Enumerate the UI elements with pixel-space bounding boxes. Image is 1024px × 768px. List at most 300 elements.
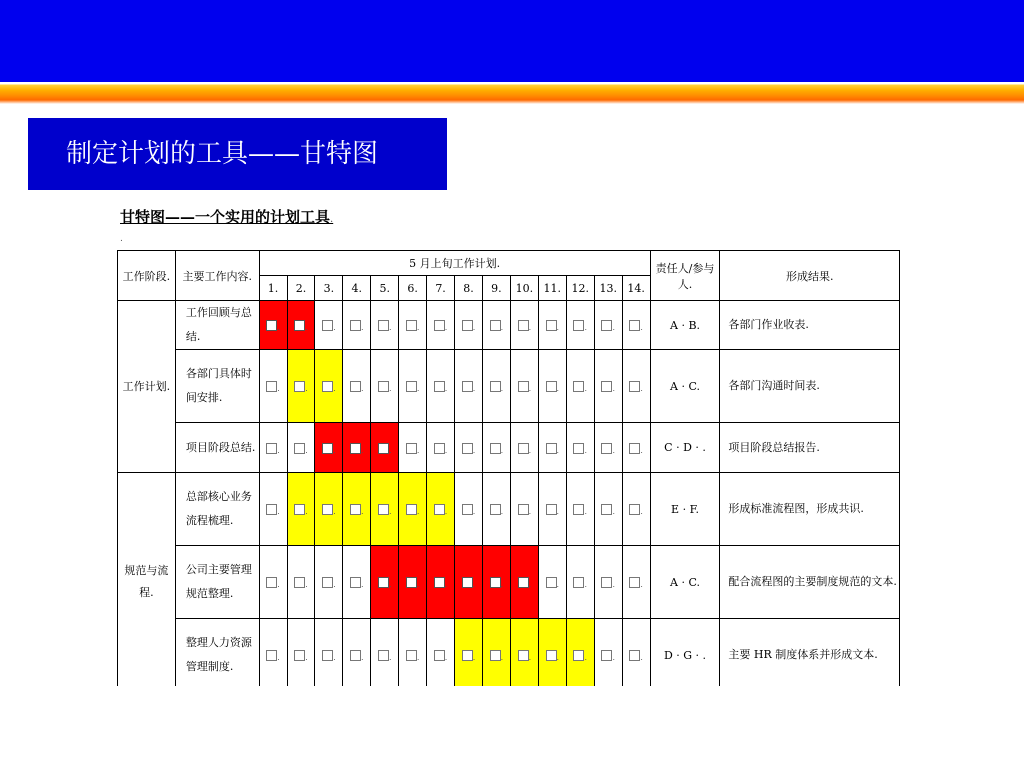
cell-box xyxy=(378,381,389,392)
day-cell xyxy=(622,473,650,546)
day-cell xyxy=(343,350,371,423)
task-content: 项目阶段总结. xyxy=(175,423,259,473)
cell-box xyxy=(378,577,389,588)
day-cell xyxy=(482,473,510,546)
cell-mark: . xyxy=(388,384,392,393)
cell-mark: . xyxy=(500,653,504,662)
day-cell xyxy=(594,619,622,687)
cell-mark: . xyxy=(277,384,280,393)
cell-mark: . xyxy=(305,580,308,589)
table-caption xyxy=(120,206,333,227)
header-day: 7. xyxy=(427,276,455,301)
cell-mark: . xyxy=(640,384,643,393)
result-cell: 形成标准流程图，形成共识. xyxy=(720,473,900,546)
day-cell xyxy=(510,619,538,687)
cell-mark: . xyxy=(416,653,420,662)
day-cell xyxy=(482,423,510,473)
cell-mark: . xyxy=(528,653,532,662)
header-day: 12. xyxy=(566,276,594,301)
day-cell xyxy=(482,619,510,687)
owner-cell: E · F. xyxy=(650,473,720,546)
day-cell xyxy=(622,619,650,687)
cell-mark: . xyxy=(444,653,448,662)
cell-mark: . xyxy=(556,580,560,589)
day-cell xyxy=(287,473,315,546)
cell-box xyxy=(629,650,640,661)
cell-box xyxy=(518,577,529,588)
cell-box xyxy=(629,381,640,392)
cell-box xyxy=(629,320,640,331)
cell-box xyxy=(322,577,333,588)
day-cell xyxy=(622,546,650,619)
cell-box xyxy=(434,443,445,454)
day-cell xyxy=(594,473,622,546)
day-cell xyxy=(315,350,343,423)
cell-box xyxy=(434,577,445,588)
header-day: 10. xyxy=(510,276,538,301)
cell-box xyxy=(434,381,445,392)
gantt-table-container xyxy=(117,250,900,686)
day-cell xyxy=(259,619,287,687)
owner-cell: D · G · . xyxy=(650,619,720,687)
cell-mark: . xyxy=(333,384,336,393)
day-cell xyxy=(538,301,566,350)
day-cell xyxy=(455,473,483,546)
day-cell xyxy=(399,473,427,546)
day-cell xyxy=(343,619,371,687)
cell-box xyxy=(518,381,529,392)
cell-box xyxy=(518,443,529,454)
task-content: 各部门具体时间安排. xyxy=(175,350,259,423)
day-cell xyxy=(538,423,566,473)
day-cell xyxy=(259,546,287,619)
cell-box xyxy=(266,504,277,515)
cell-box xyxy=(434,320,445,331)
cell-box xyxy=(266,650,277,661)
cell-mark: . xyxy=(416,507,420,516)
cell-box xyxy=(266,443,277,454)
cell-box xyxy=(601,381,612,392)
result-cell: 配合流程图的主要制度规范的文本. xyxy=(720,546,900,619)
cell-box xyxy=(406,443,417,454)
day-cell xyxy=(315,619,343,687)
result-cell: 主要 HR 制度体系并形成文本. xyxy=(720,619,900,687)
day-cell xyxy=(594,546,622,619)
cell-mark: . xyxy=(444,445,448,455)
stage-cell: 工作计划. xyxy=(118,301,176,473)
cell-mark: . xyxy=(305,445,308,455)
day-cell xyxy=(371,546,399,619)
cell-mark: . xyxy=(444,384,448,393)
cell-mark: . xyxy=(444,580,448,589)
day-cell xyxy=(399,350,427,423)
day-cell xyxy=(566,423,594,473)
cell-mark: . xyxy=(472,580,476,589)
cell-box xyxy=(378,443,389,454)
cell-mark: . xyxy=(584,580,588,589)
orange-gradient-stripe xyxy=(0,82,1024,104)
day-cell xyxy=(566,546,594,619)
cell-box xyxy=(462,320,473,331)
cell-mark: . xyxy=(277,653,280,662)
cell-box xyxy=(573,504,584,515)
day-cell xyxy=(427,473,455,546)
header-plan: 5 月上旬工作计划. xyxy=(259,251,650,276)
header-day: 13. xyxy=(594,276,622,301)
day-cell xyxy=(455,546,483,619)
table-row xyxy=(118,546,900,619)
day-cell xyxy=(622,423,650,473)
day-cell xyxy=(315,423,343,473)
result-cell: 各部门作业收表. xyxy=(720,301,900,350)
cell-box xyxy=(546,504,557,515)
cell-box xyxy=(546,443,557,454)
cell-mark: . xyxy=(444,507,448,516)
cell-mark: . xyxy=(528,445,532,455)
day-cell xyxy=(343,473,371,546)
cell-mark: . xyxy=(333,323,336,332)
owner-cell: A · C. xyxy=(650,546,720,619)
cell-mark: . xyxy=(640,653,643,662)
cell-box xyxy=(518,504,529,515)
day-cell xyxy=(566,301,594,350)
slide-title: 制定计划的工具——甘特图 xyxy=(66,139,379,169)
table-caption-text: 甘特图——一个实用的计划工具 xyxy=(120,208,331,226)
cell-box xyxy=(601,650,612,661)
owner-cell: A · C. xyxy=(650,350,720,423)
cell-box xyxy=(518,320,529,331)
cell-box xyxy=(322,504,333,515)
cell-box xyxy=(601,320,612,331)
header-day: 9. xyxy=(482,276,510,301)
day-cell xyxy=(538,473,566,546)
cell-mark: . xyxy=(472,323,476,332)
cell-box xyxy=(406,381,417,392)
header-day: 4. xyxy=(343,276,371,301)
cell-box xyxy=(434,650,445,661)
cell-box xyxy=(490,650,501,661)
cell-mark: . xyxy=(388,580,392,589)
table-row xyxy=(118,301,900,350)
cell-box xyxy=(546,577,557,588)
cell-box xyxy=(378,650,389,661)
header-owner: 责任人/参与人. xyxy=(650,251,720,301)
cell-box xyxy=(350,504,361,515)
day-cell xyxy=(371,619,399,687)
cell-mark: . xyxy=(556,384,560,393)
cell-mark: . xyxy=(556,507,560,516)
day-cell xyxy=(538,546,566,619)
day-cell xyxy=(259,473,287,546)
cell-box xyxy=(406,577,417,588)
cell-box xyxy=(490,320,501,331)
cell-box xyxy=(490,381,501,392)
day-cell xyxy=(455,301,483,350)
cell-mark: . xyxy=(333,445,336,455)
day-cell xyxy=(566,350,594,423)
cell-box xyxy=(518,650,529,661)
day-cell xyxy=(594,423,622,473)
cell-mark: . xyxy=(305,653,308,662)
owner-cell: A · B. xyxy=(650,301,720,350)
cell-box xyxy=(629,504,640,515)
slide-title-box xyxy=(28,118,447,190)
cell-mark: . xyxy=(640,445,643,455)
cell-mark: . xyxy=(640,323,643,332)
day-cell xyxy=(594,301,622,350)
cell-box xyxy=(266,577,277,588)
cell-mark: . xyxy=(277,580,280,589)
cell-box xyxy=(350,381,361,392)
cell-mark: . xyxy=(361,653,364,662)
day-cell xyxy=(427,301,455,350)
cell-mark: . xyxy=(556,653,560,662)
day-cell xyxy=(259,423,287,473)
cell-mark: . xyxy=(612,507,615,516)
cell-box xyxy=(629,443,640,454)
cell-box xyxy=(462,504,473,515)
cell-box xyxy=(490,577,501,588)
task-content: 整理人力资源管理制度. xyxy=(175,619,259,687)
cell-mark: . xyxy=(472,507,476,516)
cell-box xyxy=(406,320,417,331)
cell-mark: . xyxy=(388,323,392,332)
day-cell xyxy=(371,350,399,423)
cell-box xyxy=(322,443,333,454)
cell-box xyxy=(294,650,305,661)
cell-box xyxy=(350,650,361,661)
day-cell xyxy=(538,619,566,687)
cell-mark: . xyxy=(640,507,643,516)
day-cell xyxy=(287,350,315,423)
cell-mark: . xyxy=(556,323,560,332)
cell-box xyxy=(322,320,333,331)
owner-cell: C · D · . xyxy=(650,423,720,473)
day-cell xyxy=(371,473,399,546)
cell-mark: . xyxy=(500,384,504,393)
table-row xyxy=(118,473,900,546)
cell-mark: . xyxy=(500,445,504,455)
table-row xyxy=(118,619,900,687)
header-day: 3. xyxy=(315,276,343,301)
cell-mark: . xyxy=(361,445,364,455)
cell-mark: . xyxy=(361,384,364,393)
cell-box xyxy=(462,650,473,661)
cell-mark: . xyxy=(584,653,588,662)
task-content: 总部核心业务流程梳理. xyxy=(175,473,259,546)
day-cell xyxy=(510,423,538,473)
cell-mark: . xyxy=(388,653,392,662)
day-cell xyxy=(455,423,483,473)
cell-box xyxy=(601,443,612,454)
day-cell xyxy=(343,423,371,473)
day-cell xyxy=(482,350,510,423)
cell-box xyxy=(629,577,640,588)
cell-box xyxy=(573,381,584,392)
cell-mark: . xyxy=(612,653,615,662)
header-result: 形成结果. xyxy=(720,251,900,301)
cell-mark: . xyxy=(612,384,615,393)
day-cell xyxy=(482,301,510,350)
cell-mark: . xyxy=(612,445,615,455)
day-cell xyxy=(427,619,455,687)
header-day: 8. xyxy=(455,276,483,301)
day-cell xyxy=(399,423,427,473)
cell-box xyxy=(573,320,584,331)
cell-box xyxy=(490,443,501,454)
header-day: 2. xyxy=(287,276,315,301)
result-cell: 项目阶段总结报告. xyxy=(720,423,900,473)
day-cell xyxy=(315,546,343,619)
cell-mark: . xyxy=(416,445,420,455)
cell-mark: . xyxy=(500,323,504,332)
cell-mark: . xyxy=(305,384,308,393)
day-cell xyxy=(566,619,594,687)
day-cell xyxy=(399,301,427,350)
day-cell xyxy=(315,473,343,546)
cell-box xyxy=(294,443,305,454)
cell-box xyxy=(350,443,361,454)
cell-box xyxy=(434,504,445,515)
day-cell xyxy=(427,423,455,473)
cell-mark: . xyxy=(305,323,308,332)
paragraph-mark: . xyxy=(120,234,123,244)
header-content: 主要工作内容. xyxy=(175,251,259,301)
day-cell xyxy=(427,350,455,423)
cell-box xyxy=(322,650,333,661)
cell-mark: . xyxy=(528,323,532,332)
cell-mark: . xyxy=(528,580,532,589)
day-cell xyxy=(510,301,538,350)
cell-box xyxy=(294,504,305,515)
cell-mark: . xyxy=(472,384,476,393)
cell-mark: . xyxy=(333,580,336,589)
day-cell xyxy=(538,350,566,423)
cell-mark: . xyxy=(472,653,476,662)
caption-mark: . xyxy=(330,214,334,225)
cell-box xyxy=(601,577,612,588)
day-cell xyxy=(343,301,371,350)
cell-box xyxy=(490,504,501,515)
cell-mark: . xyxy=(305,507,308,516)
cell-box xyxy=(350,320,361,331)
cell-box xyxy=(378,504,389,515)
cell-box xyxy=(266,320,277,331)
cell-mark: . xyxy=(416,384,420,393)
day-cell xyxy=(371,423,399,473)
cell-box xyxy=(294,320,305,331)
cell-box xyxy=(462,577,473,588)
cell-box xyxy=(378,320,389,331)
cell-box xyxy=(294,577,305,588)
cell-box xyxy=(294,381,305,392)
day-cell xyxy=(566,473,594,546)
cell-box xyxy=(406,650,417,661)
cell-mark: . xyxy=(472,445,476,455)
day-cell xyxy=(594,350,622,423)
cell-mark: . xyxy=(416,323,420,332)
task-content: 公司主要管理规范整理. xyxy=(175,546,259,619)
cell-box xyxy=(546,381,557,392)
day-cell xyxy=(343,546,371,619)
cell-mark: . xyxy=(388,445,392,455)
day-cell xyxy=(287,546,315,619)
day-cell xyxy=(455,350,483,423)
cell-mark: . xyxy=(612,580,615,589)
cell-mark: . xyxy=(528,507,532,516)
result-cell: 各部门沟通时间表. xyxy=(720,350,900,423)
cell-mark: . xyxy=(500,580,504,589)
day-cell xyxy=(287,301,315,350)
cell-mark: . xyxy=(361,507,364,516)
cell-mark: . xyxy=(584,445,588,455)
cell-mark: . xyxy=(500,507,504,516)
day-cell xyxy=(510,473,538,546)
cell-box xyxy=(573,443,584,454)
cell-mark: . xyxy=(388,507,392,516)
cell-mark: . xyxy=(584,384,588,393)
header-stage: 工作阶段. xyxy=(118,251,176,301)
header-day: 1. xyxy=(259,276,287,301)
day-cell xyxy=(399,619,427,687)
cell-box xyxy=(406,504,417,515)
stage-cell: 规范与流程. xyxy=(118,473,176,687)
cell-mark: . xyxy=(640,580,643,589)
day-cell xyxy=(399,546,427,619)
cell-mark: . xyxy=(416,580,420,589)
cell-mark: . xyxy=(333,653,336,662)
cell-mark: . xyxy=(333,507,336,516)
header-day: 11. xyxy=(538,276,566,301)
cell-mark: . xyxy=(612,323,615,332)
header-day: 5. xyxy=(371,276,399,301)
day-cell xyxy=(510,546,538,619)
cell-mark: . xyxy=(361,323,364,332)
cell-mark: . xyxy=(528,384,532,393)
cell-mark: . xyxy=(584,507,588,516)
cell-mark: . xyxy=(556,445,560,455)
cell-box xyxy=(546,320,557,331)
day-cell xyxy=(371,301,399,350)
day-cell xyxy=(455,619,483,687)
day-cell xyxy=(287,423,315,473)
cell-box xyxy=(601,504,612,515)
header-day: 6. xyxy=(399,276,427,301)
day-cell xyxy=(259,301,287,350)
cell-mark: . xyxy=(584,323,588,332)
gantt-table xyxy=(117,250,900,686)
day-cell xyxy=(287,619,315,687)
cell-box xyxy=(266,381,277,392)
cell-box xyxy=(350,577,361,588)
day-cell xyxy=(510,350,538,423)
cell-box xyxy=(546,650,557,661)
cell-mark: . xyxy=(361,580,364,589)
cell-mark: . xyxy=(277,445,280,455)
day-cell xyxy=(622,350,650,423)
task-content: 工作回顾与总结. xyxy=(175,301,259,350)
day-cell xyxy=(259,350,287,423)
cell-mark: . xyxy=(444,323,448,332)
cell-box xyxy=(462,381,473,392)
table-row xyxy=(118,350,900,423)
top-blue-bar xyxy=(0,0,1024,82)
cell-box xyxy=(462,443,473,454)
day-cell xyxy=(482,546,510,619)
header-day: 14. xyxy=(622,276,650,301)
cell-mark: . xyxy=(277,323,280,332)
day-cell xyxy=(315,301,343,350)
